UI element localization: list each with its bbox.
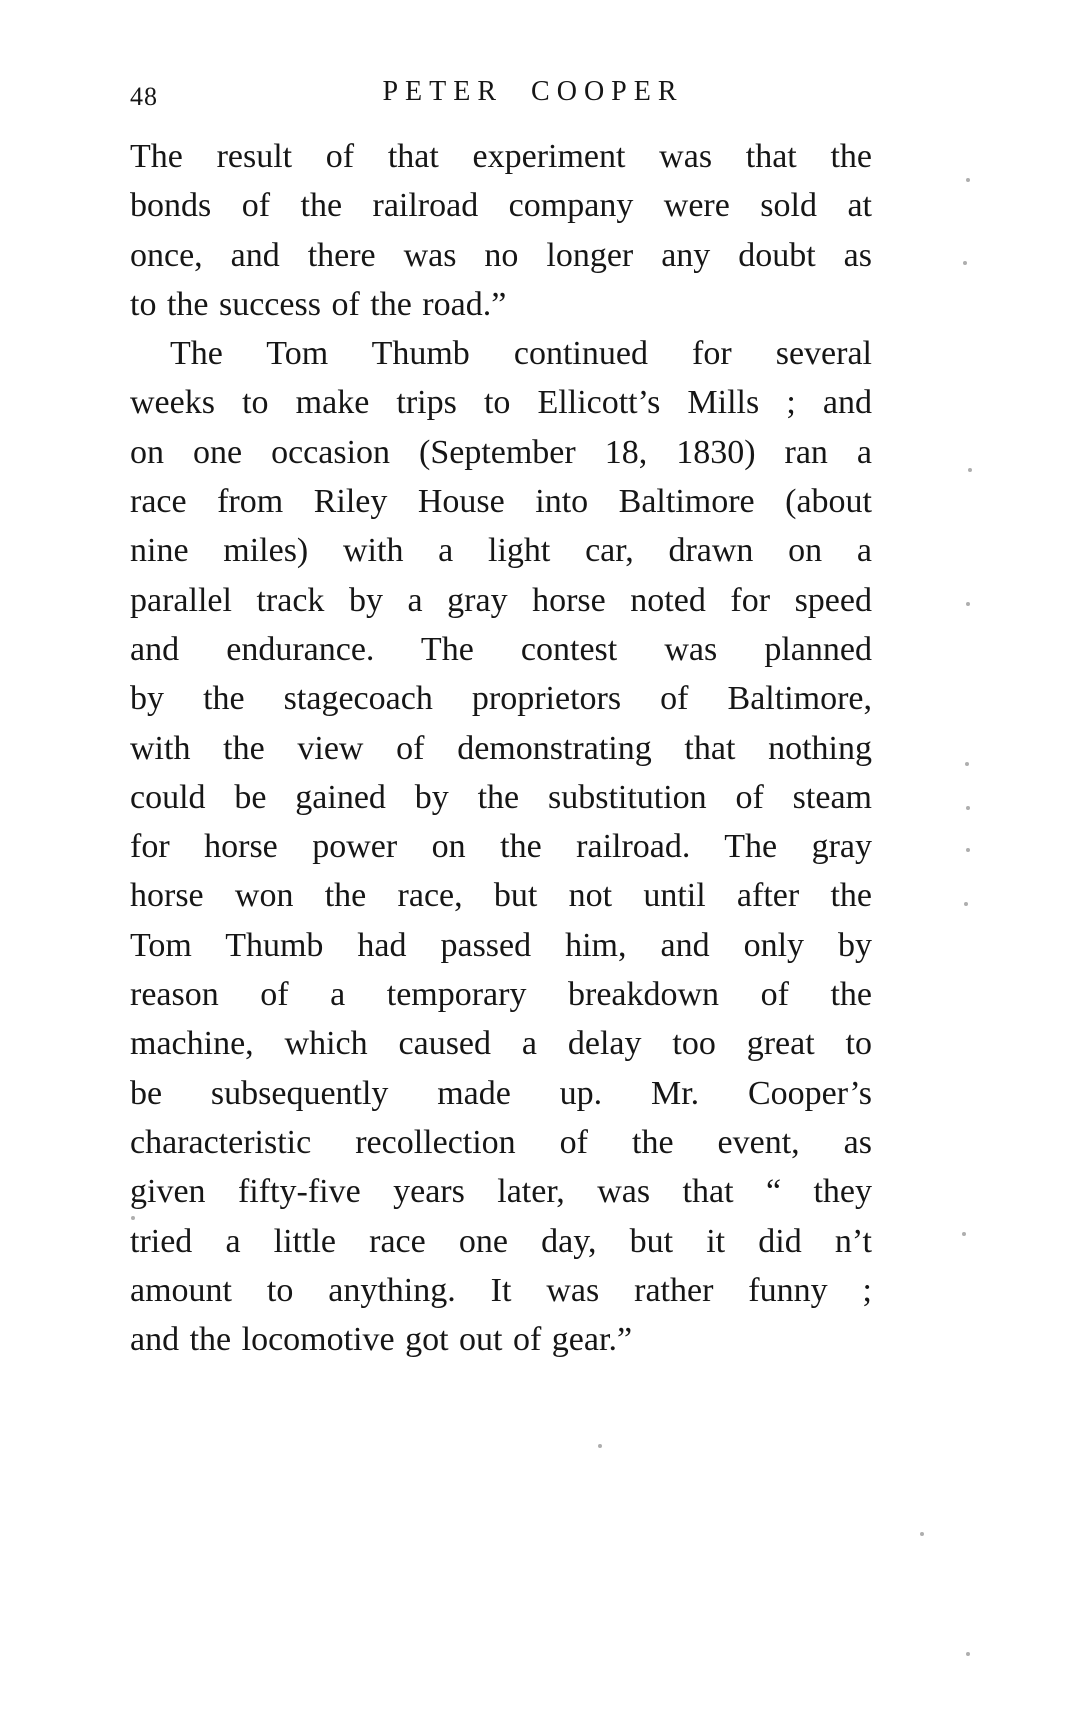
scan-speck bbox=[920, 1532, 924, 1536]
scan-speck bbox=[965, 762, 969, 766]
scan-speck bbox=[963, 261, 967, 265]
text-line: The Tom Thumb continued for several bbox=[170, 335, 872, 373]
scan-speck bbox=[966, 806, 970, 810]
text-line: Tom Thumb had passed him, and only by bbox=[130, 926, 872, 964]
text-line: given fifty-five years later, was that “ they bbox=[130, 1173, 872, 1211]
text-line: and the locomotive got out of gear.” bbox=[130, 1321, 633, 1359]
text-line: characteristic recollection of the event, as bbox=[130, 1123, 872, 1161]
text-line: for horse power on the railroad. The gray bbox=[130, 828, 872, 866]
text-line: by the stagecoach proprietors of Baltimore, bbox=[130, 680, 872, 718]
text-line: parallel track by a gray horse noted for speed bbox=[130, 581, 872, 619]
scan-speck bbox=[598, 1444, 602, 1448]
page-header-title: PETER COOPER bbox=[382, 76, 684, 107]
body-text bbox=[130, 132, 872, 1364]
text-line: to the success of the road.” bbox=[130, 285, 507, 323]
scan-speck bbox=[966, 848, 970, 852]
running-header bbox=[130, 76, 936, 112]
scan-speck bbox=[964, 902, 968, 906]
text-line: and endurance. The contest was planned bbox=[130, 630, 872, 668]
scan-speck bbox=[962, 1232, 966, 1236]
scan-speck bbox=[968, 468, 972, 472]
text-line: could be gained by the substitution of steam bbox=[130, 778, 872, 816]
text-line: The result of that experiment was that the bbox=[130, 138, 872, 175]
text-line: machine, which caused a delay too great to bbox=[130, 1025, 872, 1063]
text-line: weeks to make trips to Ellicott’s Mills ; and bbox=[130, 384, 872, 422]
text-line: tried a little race one day, but it did n’t bbox=[130, 1222, 872, 1260]
text-line: reason of a temporary breakdown of the bbox=[130, 976, 872, 1014]
text-line: race from Riley House into Baltimore (about bbox=[130, 483, 872, 521]
scan-speck bbox=[966, 1652, 970, 1656]
scan-speck bbox=[131, 1216, 135, 1220]
text-line: nine miles) with a light car, drawn on a bbox=[130, 532, 872, 570]
text-line: be subsequently made up. Mr. Cooper’s bbox=[130, 1074, 872, 1112]
text-line: amount to anything. It was rather funny ; bbox=[130, 1271, 872, 1309]
text-line: bonds of the railroad company were sold at bbox=[130, 187, 872, 225]
text-line: horse won the race, but not until after the bbox=[130, 877, 872, 915]
paragraph bbox=[130, 329, 872, 1364]
paragraph bbox=[130, 132, 872, 329]
scan-speck bbox=[966, 602, 970, 606]
page-number: 48 bbox=[130, 82, 158, 111]
text-line: on one occasion (September 18, 1830) ran a bbox=[130, 433, 872, 471]
text-line: with the view of demonstrating that nothing bbox=[130, 729, 872, 767]
text-line: once, and there was no longer any doubt as bbox=[130, 236, 872, 274]
scan-speck bbox=[966, 178, 970, 182]
